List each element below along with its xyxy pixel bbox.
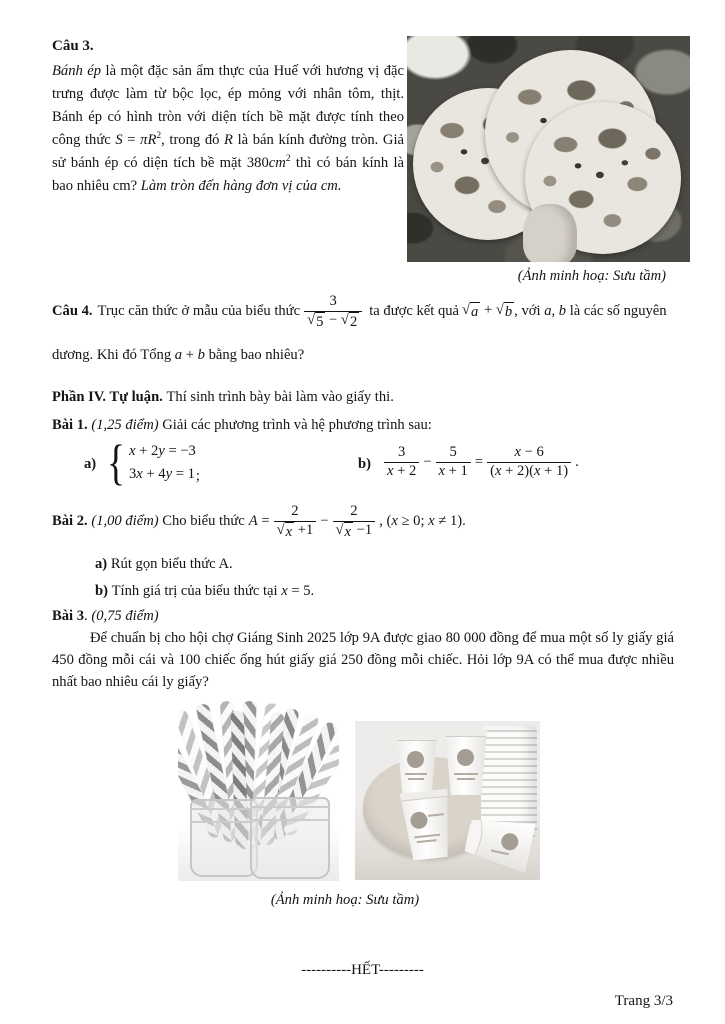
cau4-line2: dương. Khi đó Tổng a + b bằng bao nhiêu? — [52, 347, 305, 363]
cup-logo-mark — [457, 749, 474, 766]
cup-logo-mark — [500, 832, 520, 852]
end-marker: ----------HẾT--------- — [301, 962, 424, 978]
cau4-result: √ a + √ b — [462, 302, 513, 321]
cup-logo-text-line — [491, 850, 509, 856]
system-brace: { — [107, 434, 125, 490]
frac-num: 5 — [436, 444, 471, 463]
frac-num: x − 6 — [487, 444, 571, 463]
bai1-a-label: a) — [84, 456, 97, 472]
bai2-pre: A = — [248, 513, 270, 530]
photo-caption: (Ảnh minh hoạ: Sưu tầm) — [517, 268, 666, 284]
frac-den: √ x −1 — [335, 521, 373, 540]
page-number: Trang 3/3 — [614, 993, 673, 1009]
holding-hand-shape — [523, 204, 577, 262]
equals-sign: = — [474, 453, 484, 470]
phan4-heading: Phần IV. Tự luận. Thí sinh trình bày bài làm vào giấy thi. — [52, 389, 394, 405]
cup-rim — [395, 733, 439, 741]
frac-den: x + 1 — [438, 462, 468, 479]
frac-5-over-x+1 — [436, 444, 471, 480]
frac-den: √ x +1 — [276, 521, 314, 540]
bai2-intro: Bài 2. (1,00 điểm) Cho biểu thức — [52, 513, 245, 530]
cup-logo-mark — [410, 811, 429, 830]
cau4-tail: , với a, b là các số nguyên — [514, 303, 667, 320]
frac-den: x + 2 — [387, 462, 417, 479]
bai3-label: Bài 3. (0,75 điểm) — [52, 608, 159, 624]
frac-num: 2 — [333, 503, 376, 522]
cau4-fraction — [304, 293, 362, 331]
bai2-condition: , (x ≥ 0; x ≠ 1). — [379, 513, 466, 530]
bai1-b-equation — [380, 444, 579, 480]
cau4-label: Câu 4. — [52, 303, 93, 320]
system-semicolon: ; — [195, 468, 200, 484]
cup-rim — [443, 729, 489, 737]
cup-logo-text-line — [428, 813, 444, 817]
cup-logo-text-line — [457, 778, 475, 780]
system-eq1: x + 2y = −3 — [129, 443, 196, 460]
cup-stack-shape — [481, 725, 537, 837]
bai2-item-b: b) Tính giá trị của biểu thức tại x = 5. — [95, 583, 315, 599]
cup-logo-text-line — [408, 778, 424, 780]
period: . — [575, 453, 579, 470]
frac-den: (x + 2)(x + 1) — [490, 462, 569, 479]
cup-logo-mark — [407, 751, 424, 768]
glass-jar — [190, 799, 258, 877]
cau3-paragraph: Bánh ép là một đặc sản ẩm thực của Huế với hương vị đặc trưng được làm từ bộc lọc, ép mỏng với nhân tôm, thịt. Bánh ép có hình tròn với diện tích bề mặt được tính theo công thức $S = \pi R^2$, trong đó R là bán kính đường tròn. Giả sử bánh ép có diện tích bề mặt $380cm^2$ thì có bán kính là bao nhiêu cm? Làm tròn đến hàng đơn vị của cm. — [52, 63, 405, 194]
paper-straws-photo — [178, 701, 339, 881]
bai1-b-label: b) — [358, 456, 371, 472]
figures-caption: (Ảnh minh hoạ: Sưu tầm) — [270, 892, 420, 908]
bai1-formula-row — [0, 434, 725, 500]
frac-num: 3 — [384, 444, 419, 463]
bai3-paragraph: Để chuẩn bị cho hội chợ Giáng Sinh 2025 lớp 9A được giao 80 000 đồng để mua một số ly giấy giá 450 đồng mỗi cái và 100 chiếc ống hút giấy giá 250 đồng mỗi chiếc. Hỏi lớp 9A có thể mua được nhiều nhất bao nhiêu cái ly giấy? — [52, 630, 674, 690]
cup-logo-text-line — [414, 834, 440, 839]
minus-sign: − — [423, 453, 432, 470]
frac-2-over-sqrtx+1 — [274, 503, 317, 541]
frac-2-over-sqrtx-1 — [333, 503, 376, 541]
cau4-line1 — [52, 293, 692, 331]
glass-jar — [250, 797, 330, 879]
frac-x-6-over-product — [487, 444, 571, 480]
bai2-line — [52, 503, 466, 541]
system-equations — [129, 442, 196, 482]
cup-logo-text-line — [405, 773, 427, 775]
banh-ep-photo — [407, 36, 690, 262]
cau3-label: Câu 3. — [52, 38, 94, 54]
paper-cups-photo — [355, 721, 540, 880]
system-eq2: 3x + 4y = 1 — [129, 465, 195, 482]
cup-logo-text-line — [454, 773, 478, 775]
cau4-fraction-denominator: √ 5 − √ 2 — [307, 311, 358, 330]
cau4-fraction-numerator: 3 — [304, 293, 362, 312]
frac-3-over-x+2 — [384, 444, 419, 480]
bai1-system — [104, 434, 200, 490]
frac-num: 2 — [274, 503, 317, 522]
bai2-item-a: a) Rút gọn biểu thức A. — [95, 556, 233, 572]
cup-logo-text-line — [417, 839, 437, 843]
cau4-mid: ta được kết quả — [369, 303, 460, 320]
cau4-lead: Trục căn thức ở mẫu của biểu thức — [97, 303, 301, 320]
minus-sign: − — [320, 513, 329, 530]
bai1-intro: Bài 1. (1,25 điểm) Giải các phương trình và hệ phương trình sau: — [52, 417, 432, 433]
